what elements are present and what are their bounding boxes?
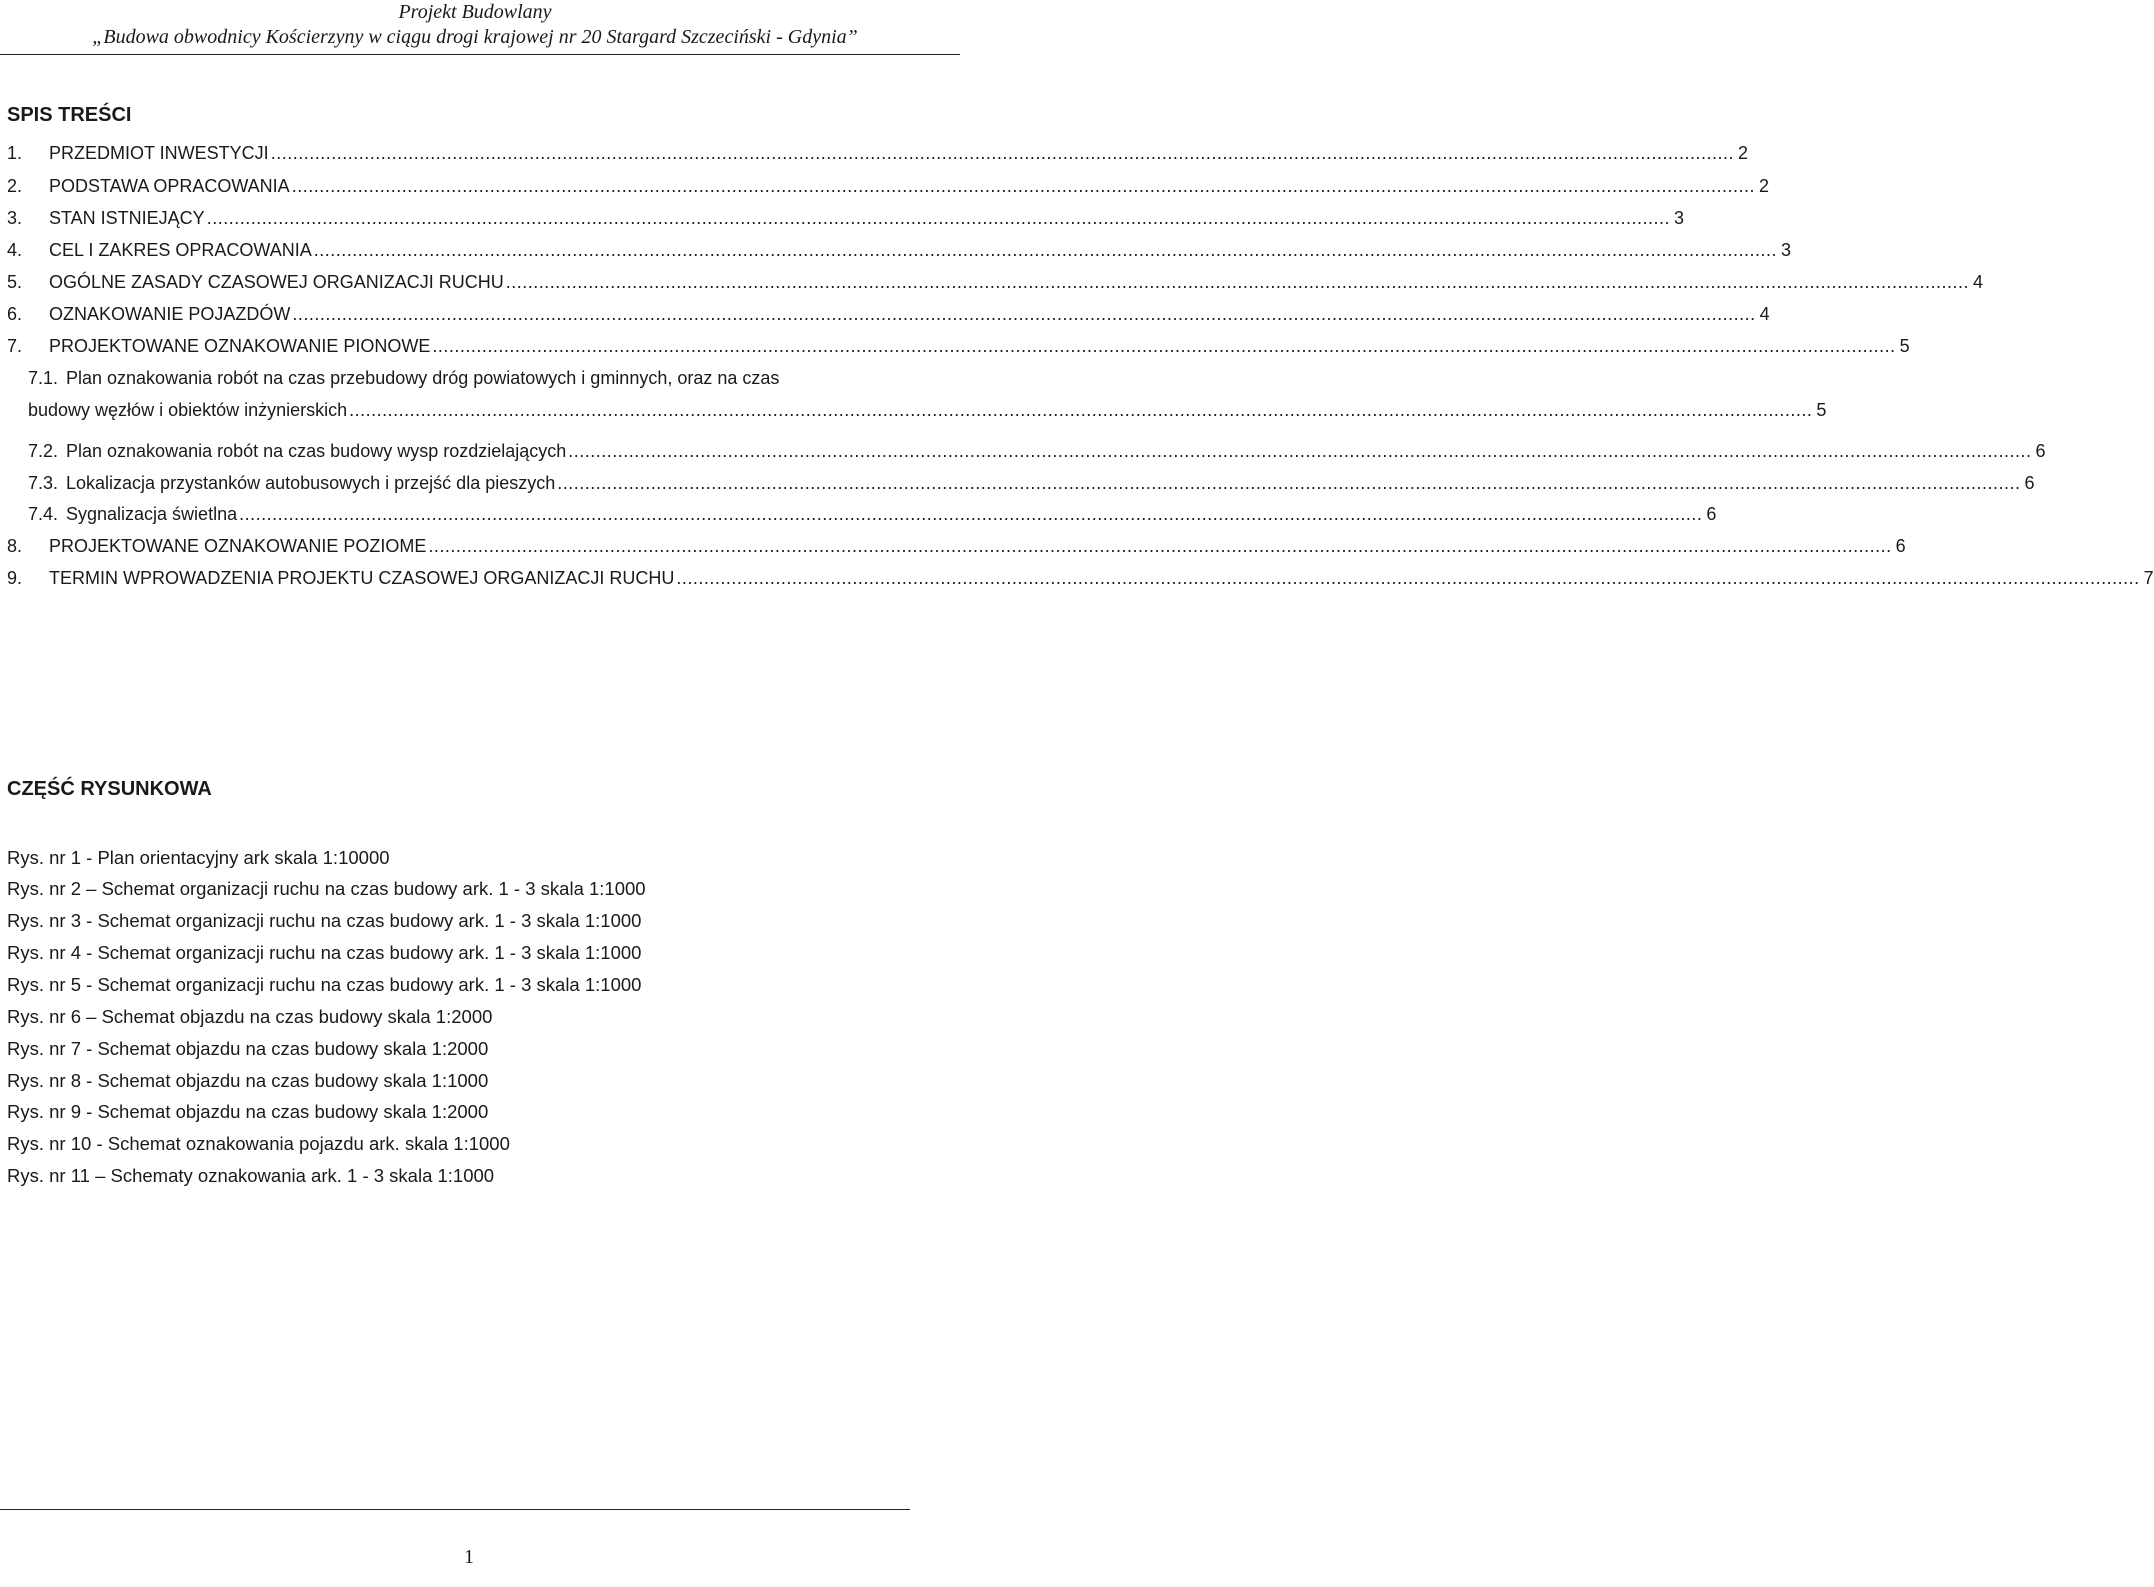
drawing-list-item: Rys. nr 1 - Plan orientacyjny ark skala 1:10000 — [7, 847, 390, 868]
toc-leader-dots — [271, 140, 1734, 166]
toc-entry-page: 6 — [2035, 441, 2046, 461]
toc-entry-number: 3. — [7, 208, 23, 228]
page-number: 1 — [464, 1546, 474, 1568]
toc-leader-dots — [557, 470, 2020, 496]
toc-entry-text-continued: budowy węzłów i obiektów inżynierskich — [28, 400, 348, 420]
toc-entry-page: 3 — [1673, 208, 1684, 228]
toc-entry[interactable] — [7, 333, 1910, 359]
toc-leader-dots — [314, 237, 1777, 263]
toc-entry-text: Sygnalizacja świetlna — [66, 504, 238, 524]
toc-entry-number: 4. — [7, 240, 23, 260]
toc-entry-text: PRZEDMIOT INWESTYCJI — [49, 143, 269, 163]
toc-entry[interactable] — [7, 565, 2154, 591]
drawings-section-title: CZĘŚĆ RYSUNKOWA — [7, 778, 212, 800]
toc-leader-dots — [292, 301, 1755, 327]
toc-entry-number: 7.4. — [28, 504, 59, 524]
toc-leader-dots — [349, 397, 1812, 423]
toc-entry-number: 6. — [7, 304, 23, 324]
toc-entry-page: 7 — [2143, 568, 2154, 588]
toc-entry-page: 6 — [1706, 504, 1717, 524]
header-project-type: Projekt Budowlany — [398, 1, 552, 23]
toc-entry-page: 3 — [1780, 240, 1791, 260]
toc-entry-text: Plan oznakowania robót na czas budowy wysp rozdzielających — [66, 441, 567, 461]
toc-entry[interactable] — [28, 501, 1717, 527]
toc-entry-number: 8. — [7, 536, 23, 556]
toc-title: SPIS TREŚCI — [7, 104, 132, 126]
toc-entry[interactable] — [28, 397, 1827, 423]
header-project-title: „Budowa obwodnicy Kościerzyny w ciągu drogi krajowej nr 20 Stargard Szczeciński - Gdynia” — [92, 26, 858, 48]
toc-leader-dots — [239, 501, 1702, 527]
drawing-list-item: Rys. nr 3 - Schemat organizacji ruchu na czas budowy ark. 1 - 3 skala 1:1000 — [7, 910, 642, 931]
toc-leader-dots — [568, 438, 2031, 464]
toc-entry-page: 6 — [2024, 473, 2035, 493]
toc-entry[interactable] — [7, 269, 1983, 295]
toc-entry-page: 2 — [1758, 176, 1769, 196]
drawing-list-item: Rys. nr 11 – Schematy oznakowania ark. 1 - 3 skala 1:1000 — [7, 1165, 495, 1186]
drawing-list-item: Rys. nr 8 - Schemat objazdu na czas budowy skala 1:1000 — [7, 1070, 489, 1091]
footer-divider — [0, 1509, 910, 1510]
header-divider — [0, 54, 960, 55]
toc-entry-text: Lokalizacja przystanków autobusowych i przejść dla pieszych — [66, 473, 556, 493]
toc-entry-number: 7.3. — [28, 473, 59, 493]
toc-entry-page: 5 — [1899, 336, 1910, 356]
toc-entry[interactable] — [7, 301, 1770, 327]
toc-leader-dots — [207, 205, 1670, 231]
toc-entry-text: PROJEKTOWANE OZNAKOWANIE PIONOWE — [49, 336, 431, 356]
toc-entry-text: Plan oznakowania robót na czas przebudowy dróg powiatowych i gminnych, oraz na czas — [66, 368, 780, 388]
toc-entry-text: OGÓLNE ZASADY CZASOWEJ ORGANIZACJI RUCHU — [49, 272, 504, 292]
toc-entry[interactable] — [7, 533, 1906, 559]
toc-leader-dots — [432, 333, 1895, 359]
toc-entry-page: 4 — [1759, 304, 1770, 324]
toc-entry-number: 9. — [7, 568, 23, 588]
drawing-list-item: Rys. nr 2 – Schemat organizacji ruchu na czas budowy ark. 1 - 3 skala 1:1000 — [7, 878, 646, 899]
toc-entry-number: 7.1. — [28, 368, 59, 388]
drawing-list-item: Rys. nr 5 - Schemat organizacji ruchu na czas budowy ark. 1 - 3 skala 1:1000 — [7, 974, 642, 995]
toc-entry-text: OZNAKOWANIE POJAZDÓW — [49, 304, 291, 324]
toc-entry-page: 4 — [1972, 272, 1983, 292]
toc-leader-dots — [676, 565, 2139, 591]
toc-entry[interactable] — [7, 205, 1684, 231]
toc-entry-number: 1. — [7, 143, 23, 163]
drawing-list-item: Rys. nr 7 - Schemat objazdu na czas budowy skala 1:2000 — [7, 1038, 489, 1059]
toc-entry-number: 7.2. — [28, 441, 59, 461]
toc-entry-number: 2. — [7, 176, 23, 196]
toc-entry-page: 2 — [1737, 143, 1748, 163]
toc-entry-number: 7. — [7, 336, 23, 356]
toc-leader-dots — [506, 269, 1969, 295]
toc-entry-number: 5. — [7, 272, 23, 292]
toc-leader-dots — [428, 533, 1891, 559]
toc-entry-text: CEL I ZAKRES OPRACOWANIA — [49, 240, 312, 260]
toc-entry[interactable] — [28, 438, 2046, 464]
toc-entry[interactable] — [28, 470, 2035, 496]
toc-entry-page: 6 — [1895, 536, 1906, 556]
toc-entry-page: 5 — [1816, 400, 1827, 420]
toc-entry-text: PROJEKTOWANE OZNAKOWANIE POZIOME — [49, 536, 427, 556]
drawing-list-item: Rys. nr 9 - Schemat objazdu na czas budowy skala 1:2000 — [7, 1101, 489, 1122]
toc-entry-text: PODSTAWA OPRACOWANIA — [49, 176, 290, 196]
drawing-list-item: Rys. nr 6 – Schemat objazdu na czas budowy skala 1:2000 — [7, 1006, 493, 1027]
toc-entry[interactable] — [7, 173, 1769, 199]
toc-leader-dots — [292, 173, 1755, 199]
toc-entry[interactable] — [7, 140, 1748, 166]
toc-entry-first-line[interactable] — [28, 365, 779, 391]
toc-entry-text: STAN ISTNIEJĄCY — [49, 208, 205, 228]
drawing-list-item: Rys. nr 4 - Schemat organizacji ruchu na czas budowy ark. 1 - 3 skala 1:1000 — [7, 942, 642, 963]
drawing-list-item: Rys. nr 10 - Schemat oznakowania pojazdu ark. skala 1:1000 — [7, 1133, 510, 1154]
toc-entry[interactable] — [7, 237, 1791, 263]
toc-entry-text: TERMIN WPROWADZENIA PROJEKTU CZASOWEJ ORGANIZACJI RUCHU — [49, 568, 675, 588]
